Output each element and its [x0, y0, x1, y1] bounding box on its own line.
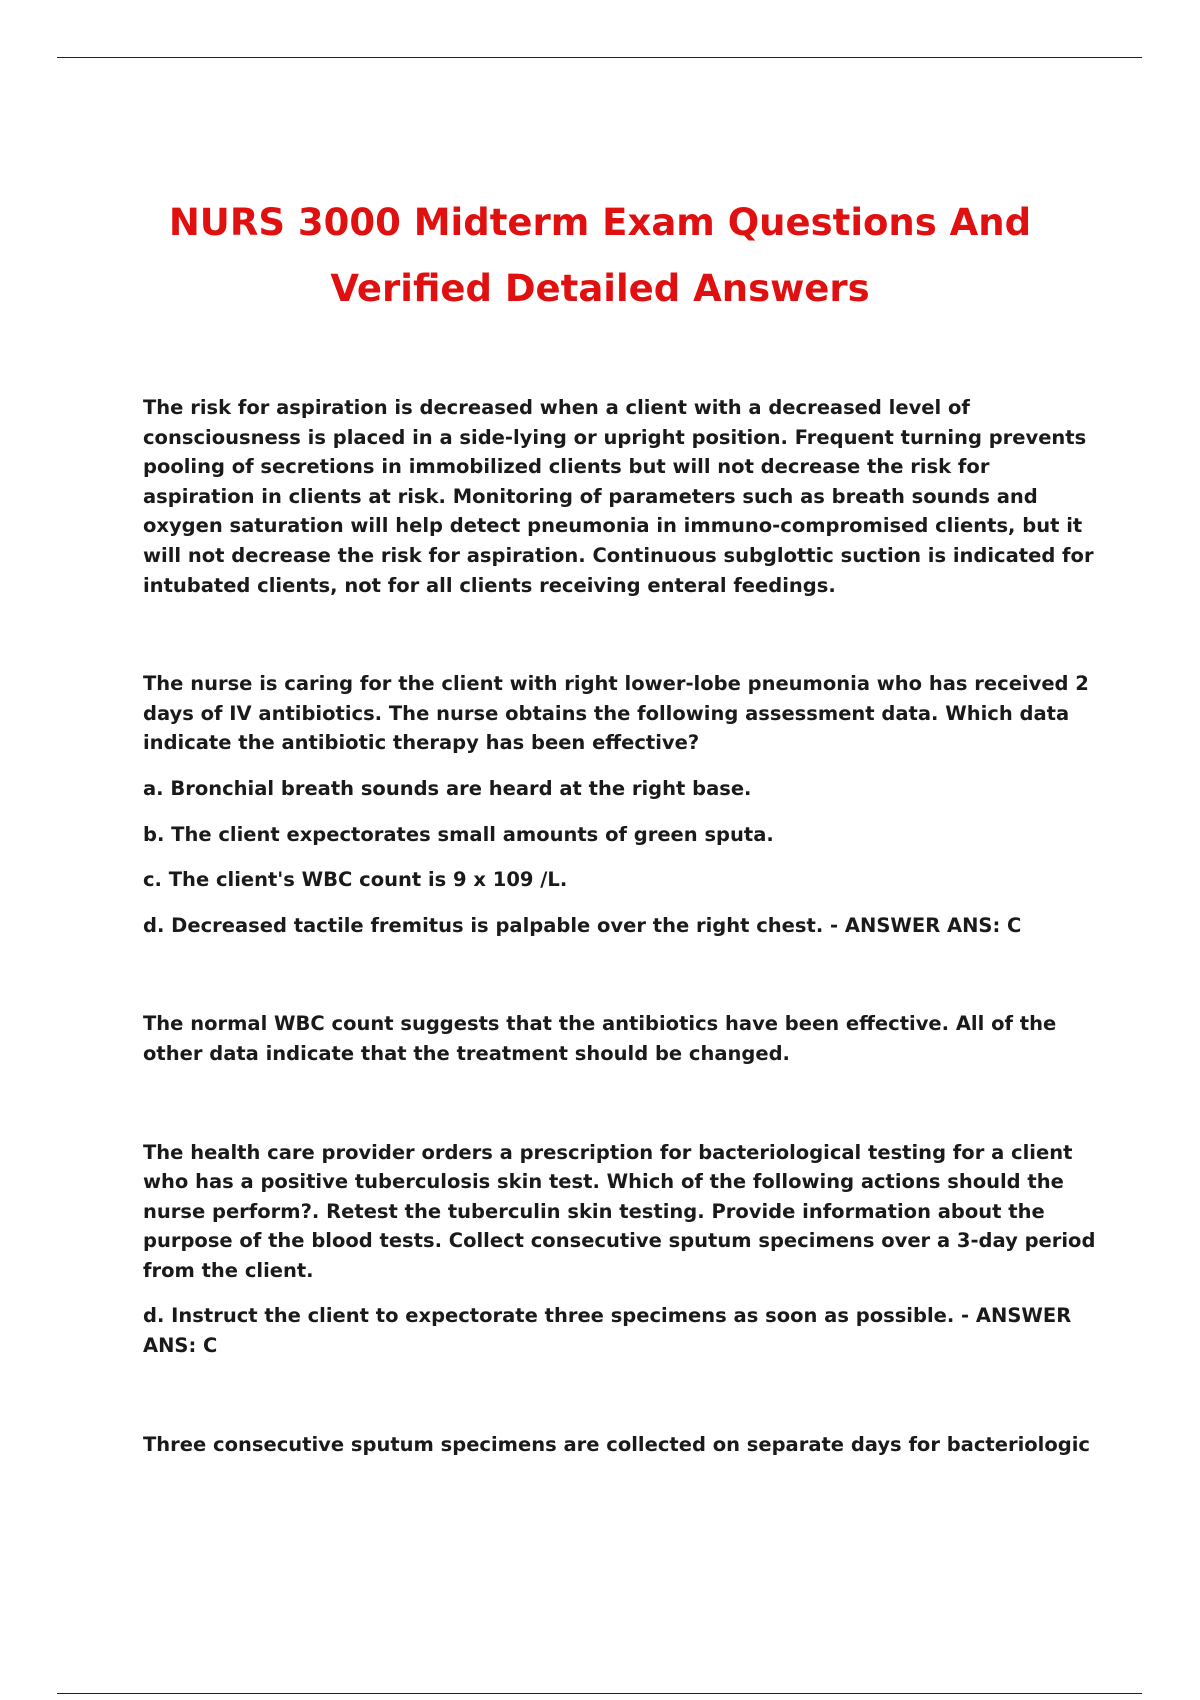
rationale-aspiration: The risk for aspiration is decreased when a client with a decreased level of consciousness is placed in a side-lying or upright position. Frequent turning prevents pooling of secretions in immobilized clients but will not decrease the risk for aspiration in clients at risk. Monitoring of parameters such as breath sounds and oxygen saturation will help detect pneumonia in immuno-compromised clients, but it will not decrease the risk for aspiration. Continuous subglottic suction is indicated for intubated clients, not for all clients receiving enteral feedings.: [143, 396, 1094, 597]
rationale-wbc: The normal WBC count suggests that the antibiotics have been effective. All of the other data indicate that the treatment should be changed.: [143, 1012, 1057, 1065]
option-c: c. The client's WBC count is 9 x 109 /L.: [143, 868, 568, 892]
question-tuberculosis: The health care provider orders a prescription for bacteriological testing for a client who has a positive tuberculosis skin test. Which of the following actions should the nurse perform?. Retest the tuberculin skin testing. Provide information about the purpose of the blood tests. Collect consecutive sputum specimens over a 3-day period from the client.: [143, 1140, 1096, 1282]
option-a: a. Bronchial breath sounds are heard at the right base.: [143, 776, 752, 800]
option-b: b. The client expectorates small amounts of green sputa.: [143, 822, 774, 846]
bottom-rule: [57, 1693, 1142, 1694]
option-d-answer: d. Decreased tactile fremitus is palpable over the right chest. - ANSWER ANS: C: [143, 913, 1022, 937]
document-body: [143, 393, 1103, 1459]
title-line-2: Verified Detailed Answers: [330, 267, 870, 310]
rationale-sputum: Three consecutive sputum specimens are collected on separate days for bacteriologic: [143, 1432, 1090, 1456]
question-pneumonia: The nurse is caring for the client with right lower-lobe pneumonia who has received 2 days of IV antibiotics. The nurse obtains the following assessment data. Which data indicate the antibiotic therapy has been effective?: [143, 672, 1089, 755]
option-d-answer-tb: d. Instruct the client to expectorate three specimens as soon as possible. - ANSWER ANS: C: [143, 1304, 1072, 1358]
title-line-1: NURS 3000 Midterm Exam Questions And: [168, 201, 1032, 244]
document-title: [80, 190, 1120, 322]
top-rule: [57, 57, 1142, 58]
